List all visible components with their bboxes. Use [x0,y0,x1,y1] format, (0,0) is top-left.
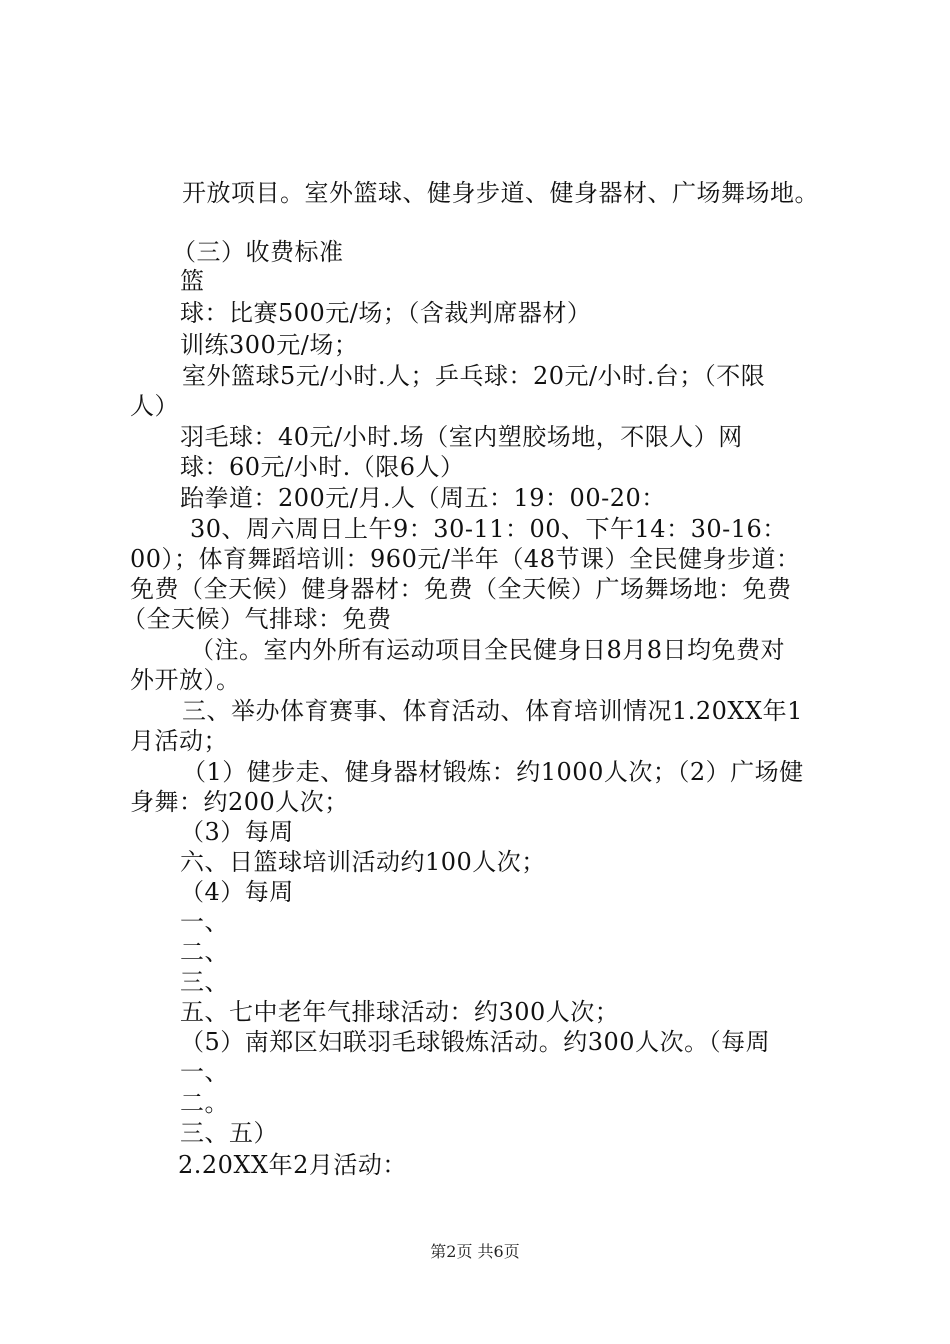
text-line: 人） [130,392,179,420]
text-line: 球：比赛500元/场；（含裁判席器材） [180,299,592,327]
text-line: 身舞：约200人次； [130,788,349,816]
text-line: 篮 [180,267,205,295]
text-line: （注。室内外所有运动项目全民健身日8月8日均免费对 [190,636,786,664]
text-line: 室外篮球5元/小时.人；乒乓球：20元/小时.台；（不限 [182,362,766,390]
text-line: 五、七中老年气排球活动：约300人次； [180,998,620,1026]
section-heading: 三、举办体育赛事、体育活动、体育培训情况1.20XX年1 [182,697,803,725]
text-line: （全天候）气排球：免费 [122,605,392,633]
text-line: 跆拳道：200元/月.人（周五：19：00-20： [180,484,666,512]
text-line: 球：60元/小时.（限6人） [180,453,465,481]
text-line: （1）健步走、健身器材锻炼：约1000人次；（2）广场健 [182,758,804,786]
text-line: 00）；体育舞蹈培训：960元/半年（48节课）全民健身步道： [130,545,801,573]
text-line: 羽毛球：40元/小时.场（室内塑胶场地，不限人）网 [180,423,743,451]
text-line: 外开放）。 [130,666,241,694]
text-line: 三、 [180,968,229,996]
text-line: 二。 [180,1089,229,1117]
text-line: 30、周六周日上午9：30-11：00、下午14：30-16： [190,515,787,543]
text-line: 2.20XX年2月活动： [178,1151,407,1179]
page-number: 第2页 共6页 [430,1242,520,1261]
text-line: 一、 [180,908,229,936]
text-line: 二、 [180,938,229,966]
text-line: 开放项目。室外篮球、健身步道、健身器材、广场舞场地。 [182,179,819,207]
text-line: 三、五） [180,1119,278,1147]
text-line: （5）南郑区妇联羽毛球锻炼活动。约300人次。（每周 [180,1028,771,1056]
text-line: 一、 [180,1058,229,1086]
page-footer [0,1242,950,1262]
section-heading: （三）收费标准 [172,238,344,266]
text-line: 训练300元/场； [180,331,359,359]
text-line: （4）每周 [180,878,294,906]
text-line: 月活动； [130,727,228,755]
text-line: 免费（全天候）健身器材：免费（全天候）广场舞场地：免费 [130,575,792,603]
text-line: 六、日篮球培训活动约100人次； [180,848,546,876]
text-line: （3）每周 [180,818,294,846]
